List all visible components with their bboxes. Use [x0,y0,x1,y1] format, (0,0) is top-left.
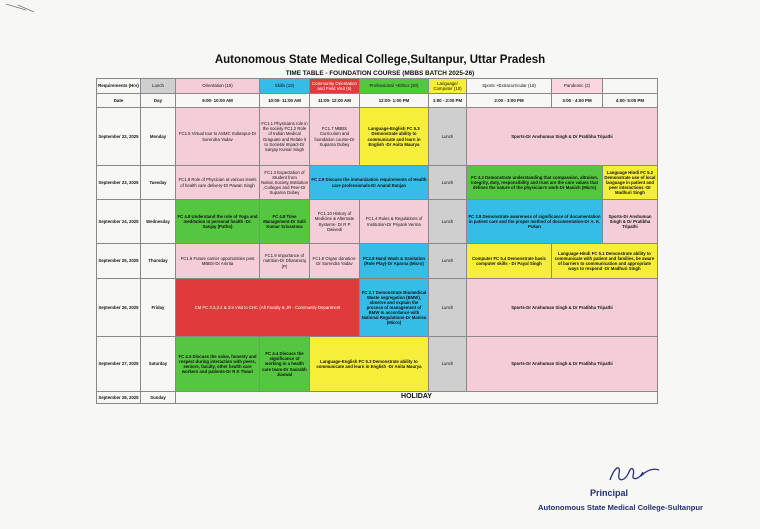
row-wednesday [97,200,658,244]
date-cell: September 25, 2025 [97,244,141,279]
legend-professional: Professional +Ethics (20) [359,79,428,94]
session-cell: FC 4.8 Time Management-Dr Salil Kumar Srivastava [260,200,310,244]
session-cell: FC 4.2 Demonstrate understanding that compassion, altruism, integrity, duty, responsibility and trust are the core values that defines the nature of the physician's work-Dr Manish (Micro) [466,166,602,200]
legend-orientation: Orientation (15) [176,79,260,94]
session-cell: FC1.7 MBBS Curriculum and foundation course-Dr Suparna Dubey [309,108,359,166]
session-cell: FC1.1 Physicians role in the society FC1.2 Role of Indian Medical Graguate and Relate it to Societal Impact-Dr Sanjay Kumar Singh [260,108,310,166]
row-monday [97,108,658,166]
session-cell: Sports-Dr Anshuman Singh & Dr Pratibha Tripathi [466,108,657,166]
session-cell: FC 2.9 Discuss the immunization requirements of Health care professionals-Dr Anand Ranjan [309,166,428,200]
row-saturday [97,337,658,392]
institution-label: Autonomous State Medical College-Sultanpur [538,503,703,512]
row-friday [97,279,658,337]
date-cell: September 23, 2025 [97,166,141,200]
session-cell: FC 2.8 Demonstrate awareness of significance of documentation in patient care and the proper method of documentation-Dr A. K. Pukan [466,200,602,244]
timetable [96,78,658,404]
col-t6: 2:00 - 3:00 PM [466,94,551,108]
legend-pandemic: Pandemic (2) [551,79,602,94]
date-cell: September 27, 2025 [97,337,141,392]
col-date: Date [97,94,141,108]
legend-sports: Sports +Extracurricular (18) [466,79,551,94]
timetable-subtitle: TIME TABLE - FOUNDATION COURSE (MBBS BATCH 2025-26) [285,70,475,77]
legend-skills: Skills (18) [260,79,310,94]
legend-row [97,79,658,94]
session-cell: CM FC 3.3,3.4 & 3.5 Visit to CHC (All Faculty & JR - Community Department [176,279,360,337]
col-day: Day [141,94,176,108]
session-cell: FC1.4 Rules & Regulations of Institution-Dr Priyank Verma [359,200,428,244]
session-cell: FC2.8 Hand Wash & Sanitation (Role Play)-Dr Aparna (Micro) [359,244,428,279]
column-header-row [97,94,658,108]
date-cell: September 22, 2025 [97,108,141,166]
signature-icon [555,458,675,490]
college-title: Autonomous State Medical College,Sultanpur, Uttar Pradesh [214,54,546,66]
session-cell: FC1.3 Expectation of Student from Nation,Society,Institution ,Colleges and Peer-Dr Suparna Dubey [260,166,310,200]
session-cell: FC1.10 History of Medicine & Alternate Systems- Dr R P Dwivedi [309,200,359,244]
col-t7: 3:00 - 4:00 PM [551,94,602,108]
session-cell: FC1.8 Role of Physician at various levels of health care delivery-Dr Pawan Singh [176,166,260,200]
session-cell: Language-English FC 5.3 Demonstrate ability to communicate and learn in English -Dr Anita Maurya [309,337,428,392]
session-cell: Computer FC 5.4 Demonstrate basic computer skills - Dr Payal Singh [466,244,551,279]
row-thursday [97,244,658,279]
session-cell: Language-English FC 5.3 Demonstrate ability to communicate and learn in English -Dr Anita Maurya [359,108,428,166]
col-t5: 1:00 - 2:00 PM [428,94,466,108]
pen-mark-icon [4,2,44,14]
session-cell: FC 4.8 Understand the role of Yoga and meditation in personal health -Dr. Sanjay (Patho) [176,200,260,244]
session-cell: FC1.8 Organ donation-Dr Surendra Yadav [309,244,359,279]
session-cell: Sports-Dr Anshuman Singh & Dr Pratibha Tripathi [602,200,657,244]
principal-label: Principal [590,488,629,498]
day-cell: Thursday [141,244,176,279]
day-cell: Sunday [141,392,176,404]
col-t1: 9:00- 10:00 AM [176,94,260,108]
session-cell: FC1.6 Future carrier opportunities post MBBS-Dr Amrita [176,244,260,279]
date-cell: September 28, 2025 [97,392,141,404]
session-cell: Language Hindi FC 5.2 Demonstrate use of local language in patient and peer interactions -Dr Madhuri Singh [602,166,657,200]
day-cell: Friday [141,279,176,337]
legend-community: Community Orientation and Field Visit (5) [309,79,359,94]
day-cell: Tuesday [141,166,176,200]
date-cell: September 26, 2025 [97,279,141,337]
session-cell: FC1.9 Importance of nutrition-Dr Dharamraj (P) [260,244,310,279]
legend-language: Language/ Computer (10) [428,79,466,94]
day-cell: Monday [141,108,176,166]
session-cell: FC1.5 Virtual tour to ASMC Sultanpur-Dr Surendra Yadav [176,108,260,166]
col-t8: 4:00- 5:00 PM [602,94,657,108]
lunch-cell: Lunch [428,279,466,337]
session-cell: FC 4.4 Discuss the significance of working in a health care team-Dr Saurabh Jiaswal [260,337,310,392]
holiday-cell: HOLIDAY [176,392,658,404]
lunch-cell: Lunch [428,200,466,244]
row-sunday [97,392,658,404]
lunch-cell: Lunch [428,244,466,279]
legend-blank [602,79,657,94]
session-cell: Sports-Dr Anshuman Singh & Dr Pratibha Tripathi [466,337,657,392]
legend-lunch: Lunch [141,79,176,94]
col-t4: 12:00- 1:00 PM [359,94,428,108]
col-t3: 11:00- 12:00 AM [309,94,359,108]
requirements-label: Requirements (Hrs) [97,79,141,94]
day-cell: Wednesday [141,200,176,244]
date-cell: September 24, 2025 [97,200,141,244]
day-cell: Saturday [141,337,176,392]
session-cell: Sports-Dr Anshuman Singh & Dr Pratibha Tripathi [466,279,657,337]
session-cell: FC 2.7 Demonstrate Biomedical Waste segregation (BMW), observe and explain the process of management of BMW in accordance with National Regulations-Dr Manisa (Micro) [359,279,428,337]
lunch-cell: Lunch [428,166,466,200]
lunch-cell: Lunch [428,337,466,392]
col-t2: 10:00- 11:00 AM [260,94,310,108]
lunch-cell: Lunch [428,108,466,166]
session-cell: Language-Hindi FC 5.1 Demonstrate ability to communicate with patient and families, be aware of barriers to communication and appropriate ways to respond -Dr Madhuri Singh [551,244,657,279]
row-tuesday [97,166,658,200]
session-cell: FC 4.3 Discuss the value, honesty and respect during interaction with peers, seniors, faculty, other health care workers and patients-Dr R K Tiwari [176,337,260,392]
